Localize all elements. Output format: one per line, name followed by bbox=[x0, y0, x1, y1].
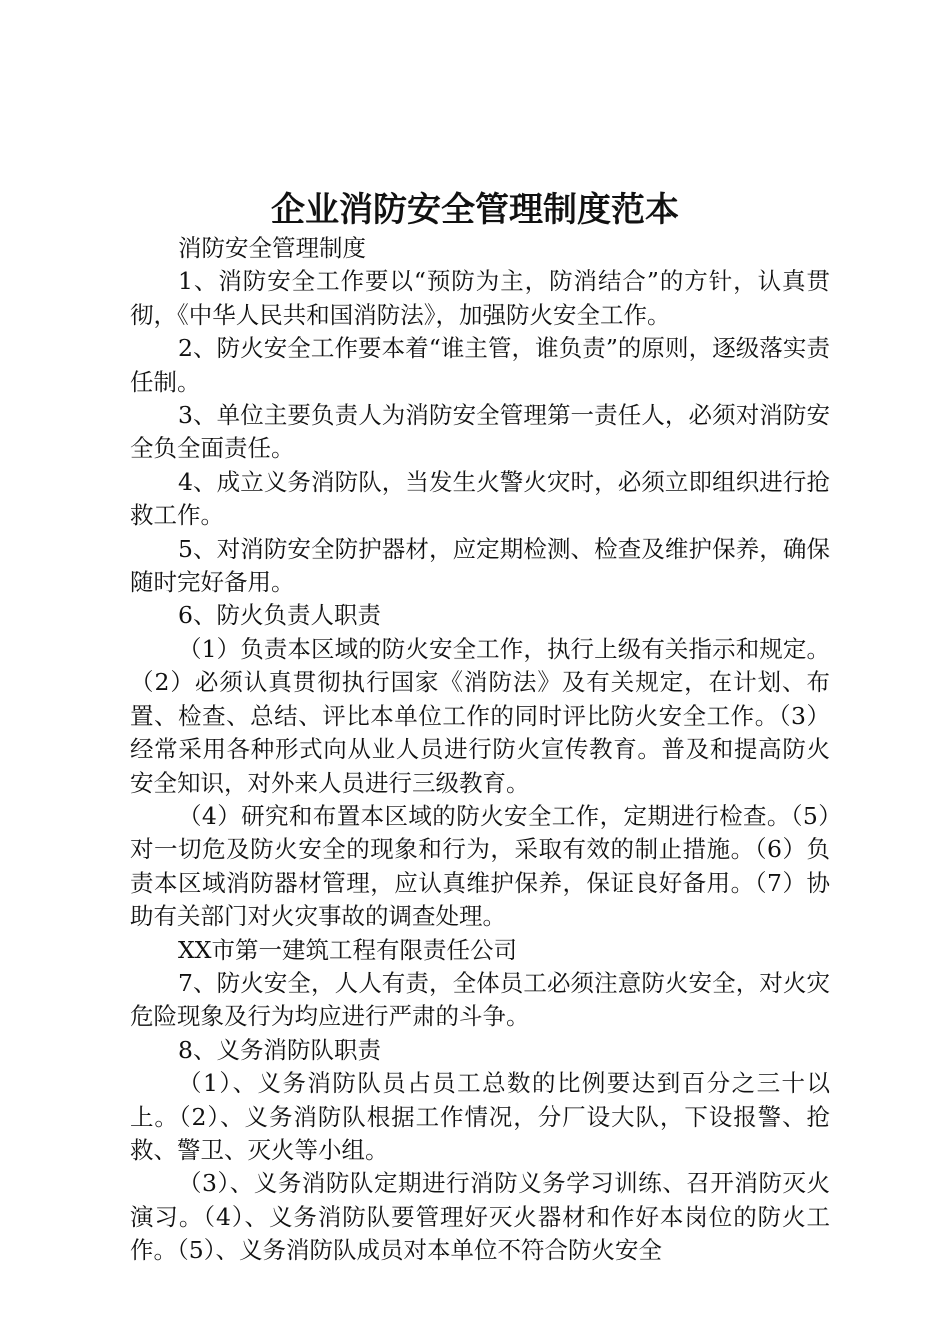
document-body bbox=[130, 232, 830, 1268]
paragraph: （3）、义务消防队定期进行消防义务学习训练、召开消防灭火演习。（4）、义务消防队要管理好灭火器材和作好本岗位的防火工作。（5）、义务消防队成员对本单位不符合防火安全 bbox=[130, 1169, 830, 1265]
section-heading: 8、义务消防队职责 bbox=[178, 1035, 381, 1064]
paragraph: 2、防火安全工作要本着“谁主管，谁负责”的原则，逐级落实责任制。 bbox=[130, 334, 830, 396]
paragraph: （4）研究和布置本区域的防火安全工作，定期进行检查。（5）对一切危及防火安全的现象和行为，采取有效的制止措施。（6）负责本区域消防器材管理，应认真维护保养，保证良好备用。（7）协助有关部门对火灾事故的调查处理。 bbox=[130, 801, 830, 931]
paragraph: 5、对消防安全防护器材，应定期检测、检查及维护保养，确保随时完好备用。 bbox=[130, 534, 830, 597]
paragraph: 7、防火安全，人人有责，全体员工必须注意防火安全，对火灾危险现象及行为均应进行严肃的斗争。 bbox=[130, 968, 830, 1031]
paragraph: 1、消防安全工作要以“预防为主，防消结合”的方针，认真贯彻，《中华人民共和国消防法》，加强防火安全工作。 bbox=[130, 267, 830, 329]
section-heading: 消防安全管理制度 bbox=[178, 234, 366, 262]
section-heading: 6、防火负责人职责 bbox=[178, 601, 381, 630]
document-title: 企业消防安全管理制度范本 bbox=[271, 190, 679, 230]
paragraph: （1）、义务消防队员占员工总数的比例要达到百分之三十以上。（2）、义务消防队根据工作情况，分厂设大队，下设报警、抢救、警卫、灭火等小组。 bbox=[130, 1069, 830, 1164]
paragraph: （1）负责本区域的防火安全工作，执行上级有关指示和规定。（2）必须认真贯彻执行国家《消防法》及有关规定，在计划、布置、检查、总结、评比本单位工作的同时评比防火安全工作。（3）经常采用各种形式向从业人员进行防火宣传教育。普及和提高防火安全知识，对外来人员进行三级教育。 bbox=[130, 634, 830, 797]
paragraph: 4、成立义务消防队，当发生火警火灾时，必须立即组织进行抢救工作。 bbox=[130, 467, 830, 530]
paragraph: 3、单位主要负责人为消防安全管理第一责任人，必须对消防安全负全面责任。 bbox=[130, 401, 830, 463]
company-name: XX市第一建筑工程有限责任公司 bbox=[178, 935, 517, 964]
